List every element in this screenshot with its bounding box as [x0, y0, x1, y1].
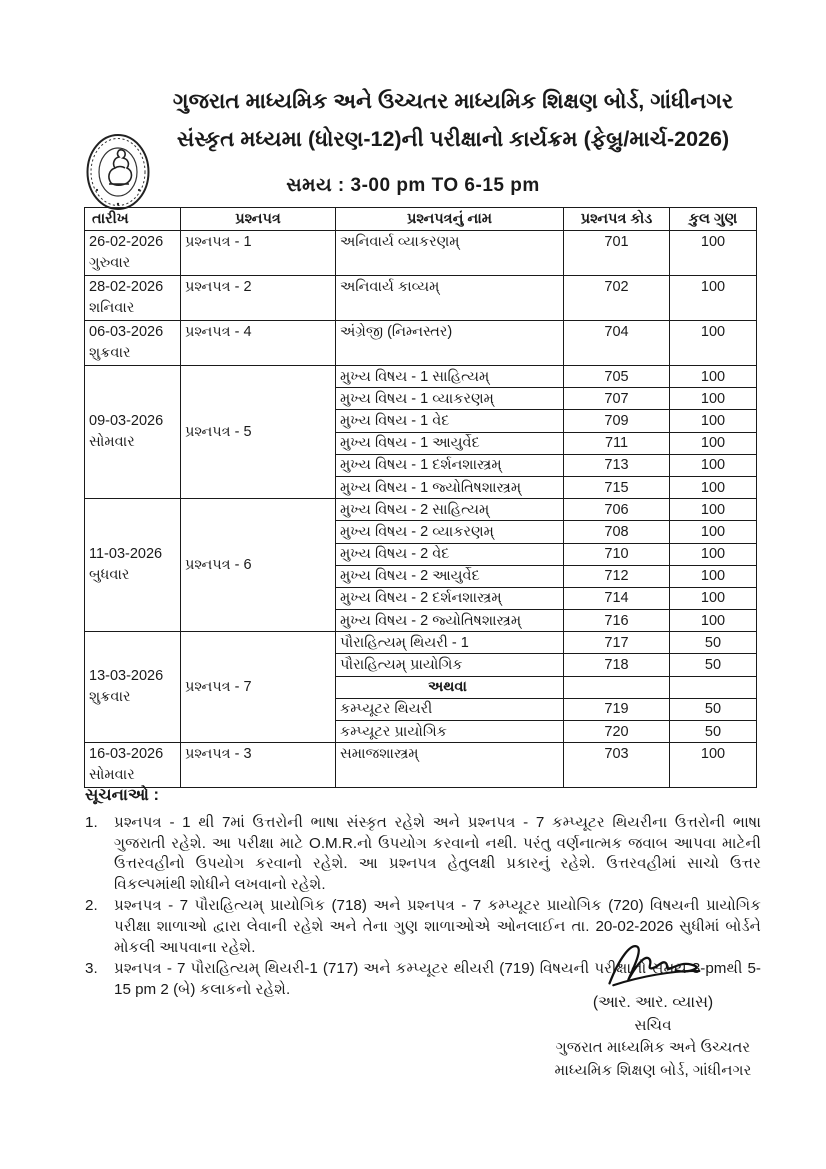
- paper-name-cell: મુખ્ય વિષય - 2 આયુર્વેદ: [336, 565, 564, 587]
- exam-date-cell: [85, 231, 181, 276]
- note-number: 1.: [85, 814, 98, 831]
- total-marks-cell: 100: [670, 454, 757, 476]
- exam-day: શુક્રવાર: [89, 345, 131, 361]
- total-marks-cell: 100: [670, 521, 757, 543]
- note-number: 3.: [85, 960, 98, 978]
- board-seal-icon: [85, 132, 151, 212]
- paper-name-cell: અંગ્રેજી (નિમ્નસ્તર): [336, 321, 564, 366]
- column-header-marks: કુલ ગુણ: [670, 208, 757, 231]
- paper-code-cell: 703: [564, 743, 670, 788]
- exam-day: શનિવાર: [89, 300, 135, 316]
- paper-name-cell: મુખ્ય વિષય - 2 જ્યોતિષશાસ્ત્રમ્: [336, 610, 564, 632]
- total-marks-cell: 100: [670, 499, 757, 521]
- paper-code-cell: 705: [564, 366, 670, 388]
- exam-date-cell: [85, 499, 181, 632]
- paper-name-cell: મુખ્ય વિષય - 1 જ્યોતિષશાસ્ત્રમ્: [336, 476, 564, 498]
- paper-name-cell: મુખ્ય વિષય - 2 વેદ: [336, 543, 564, 565]
- paper-code-cell: 704: [564, 321, 670, 366]
- paper-number-cell: પ્રશ્નપત્ર - 2: [181, 276, 336, 321]
- exam-date: 13-03-2026: [89, 668, 164, 685]
- total-marks-cell: 50: [670, 698, 757, 720]
- exam-date: 09-03-2026: [89, 413, 164, 430]
- total-marks-cell: 50: [670, 654, 757, 676]
- column-header-name: પ્રશ્નપત્રનું નામ: [336, 208, 564, 231]
- board-title: ગુજરાત માધ્યમિક અને ઉચ્ચતર માધ્યમિક શિક્ષણ બોર્ડ, ગાંધીનગર: [172, 89, 734, 113]
- exam-date-cell: [85, 276, 181, 321]
- paper-name-cell: મુખ્ય વિષય - 1 દર્શનશાસ્ત્રમ્: [336, 454, 564, 476]
- paper-code-cell: 707: [564, 388, 670, 410]
- total-marks-cell: 100: [670, 321, 757, 366]
- paper-name-cell: અનિવાર્ય કાવ્યમ્: [336, 276, 564, 321]
- exam-date-cell: [85, 321, 181, 366]
- paper-name-cell: મુખ્ય વિષય - 1 વેદ: [336, 410, 564, 432]
- total-marks-cell: 100: [670, 410, 757, 432]
- signature-block: [548, 938, 758, 1082]
- paper-code-cell: 708: [564, 521, 670, 543]
- total-marks-cell: [670, 676, 757, 698]
- signatory-designation: સચિવ: [634, 1016, 672, 1034]
- paper-code-cell: 709: [564, 410, 670, 432]
- table-row: [85, 499, 757, 521]
- exam-date: 06-03-2026: [89, 324, 164, 340]
- signature-scribble-icon: [594, 938, 712, 990]
- total-marks-cell: 100: [670, 565, 757, 587]
- paper-code-cell: 712: [564, 565, 670, 587]
- table-row: [85, 632, 757, 654]
- signatory-org-line2: માધ્યમિક શિક્ષણ બોર્ડ, ગાંધીનગર: [554, 1061, 752, 1079]
- notes-heading: સૂચનાઓ :: [85, 786, 159, 804]
- paper-code-cell: 719: [564, 698, 670, 720]
- paper-code-cell: 715: [564, 476, 670, 498]
- paper-name-cell: પૌરાહિત્યમ્ થિયરી - 1: [336, 632, 564, 654]
- table-row: [85, 276, 757, 321]
- paper-number-cell: પ્રશ્નપત્ર - 7: [181, 632, 336, 743]
- exam-date: 26-02-2026: [89, 234, 164, 250]
- paper-number-cell: પ્રશ્નપત્ર - 5: [181, 366, 336, 499]
- paper-name-cell: મુખ્ય વિષય - 1 વ્યાકરણમ્: [336, 388, 564, 410]
- document-header: [158, 82, 748, 158]
- exam-day: બુધવાર: [89, 567, 130, 584]
- paper-name-cell: મુખ્ય વિષય - 2 દર્શનશાસ્ત્રમ્: [336, 587, 564, 609]
- note-number: 2.: [85, 897, 98, 915]
- paper-code-cell: 713: [564, 454, 670, 476]
- total-marks-cell: 100: [670, 743, 757, 788]
- total-marks-cell: 100: [670, 231, 757, 276]
- paper-code-cell: 720: [564, 721, 670, 743]
- signatory-org-line1: ગુજરાત માધ્યમિક અને ઉચ્ચતર: [555, 1039, 751, 1056]
- exam-date: 11-03-2026: [89, 546, 163, 563]
- paper-code-cell: 718: [564, 654, 670, 676]
- paper-name-cell: સમાજશાસ્ત્રમ્: [336, 743, 564, 788]
- paper-code-cell: 711: [564, 432, 670, 454]
- exam-time: સમય : 3-00 pm TO 6-15 pm: [286, 175, 540, 196]
- schedule-table-body: [85, 231, 757, 788]
- total-marks-cell: 100: [670, 276, 757, 321]
- signatory-name: (આર. આર. વ્યાસ): [592, 994, 714, 1011]
- exam-date-cell: [85, 366, 181, 499]
- note-text: પ્રશ્નપત્ર - 7 પૌરાહિત્યમ્ થિયરી-1 (717) અને કમ્પ્યૂટર થીયરી (719) વિષયની પરીક્ષાનો સમય 3-pmથી 5-15 pm 2 (બે) કલાકનો રહેશે.: [114, 960, 761, 998]
- paper-name-cell: કમ્પ્યૂટર થિયરી: [336, 698, 564, 720]
- paper-code-cell: 706: [564, 499, 670, 521]
- paper-name-cell: કમ્પ્યૂટર પ્રાયોગિક: [336, 721, 564, 743]
- exam-date-cell: [85, 743, 181, 788]
- paper-code-cell: 717: [564, 632, 670, 654]
- table-row: [85, 231, 757, 276]
- total-marks-cell: 50: [670, 721, 757, 743]
- exam-day: સોમવાર: [89, 434, 135, 451]
- paper-name-cell: મુખ્ય વિષય - 2 વ્યાકરણમ્: [336, 521, 564, 543]
- exam-date-cell: [85, 632, 181, 743]
- or-separator-cell: અથવા: [336, 676, 564, 698]
- exam-date: 16-03-2026: [89, 746, 164, 763]
- paper-code-cell: 710: [564, 543, 670, 565]
- paper-number-cell: પ્રશ્નપત્ર - 6: [181, 499, 336, 632]
- column-header-paper: પ્રશ્નપત્ર: [181, 208, 336, 231]
- total-marks-cell: 50: [670, 632, 757, 654]
- table-row: [85, 321, 757, 366]
- paper-name-cell: મુખ્ય વિષય - 1 આયુર્વેદ: [336, 432, 564, 454]
- total-marks-cell: 100: [670, 432, 757, 454]
- paper-number-cell: પ્રશ્નપત્ર - 3: [181, 743, 336, 788]
- exam-schedule-table: [84, 207, 757, 788]
- exam-day: શુક્રવાર: [89, 689, 131, 706]
- total-marks-cell: 100: [670, 587, 757, 609]
- table-header-row: [85, 208, 757, 231]
- exam-program-title: સંસ્કૃત મધ્યમા (ધોરણ-12)ની પરીક્ષાનો કાર્યક્રમ (ફેબ્રુ/માર્ચ-2026): [176, 127, 730, 151]
- paper-name-cell: પૌરાહિત્યમ્ પ્રાયોગિક: [336, 654, 564, 676]
- paper-code-cell: [564, 676, 670, 698]
- total-marks-cell: 100: [670, 543, 757, 565]
- paper-name-cell: મુખ્ય વિષય - 1 સાહિત્યમ્: [336, 366, 564, 388]
- paper-name-cell: અનિવાર્ય વ્યાકરણમ્: [336, 231, 564, 276]
- paper-code-cell: 702: [564, 276, 670, 321]
- paper-name-cell: મુખ્ય વિષય - 2 સાહિત્યમ્: [336, 499, 564, 521]
- table-row: [85, 743, 757, 788]
- table-row: [85, 366, 757, 388]
- exam-day: ગુરુવાર: [89, 255, 131, 271]
- total-marks-cell: 100: [670, 610, 757, 632]
- column-header-date: તારીખ: [85, 208, 181, 231]
- exam-day: સોમવાર: [89, 767, 135, 784]
- note-item: [85, 813, 761, 895]
- note-text: પ્રશ્નપત્ર - 7 પૌરાહિત્યમ્ પ્રાયોગિક (718) અને પ્રશ્નપત્ર - 7 કમ્પ્યૂટર પ્રાયોગિક (720) વિષયની પ્રાયોગિક પરીક્ષા શાળાઓ દ્વારા લેવાની રહેશે અને તેના ગુણ શાળાઓએ ઓનલાઈન તા. 20-02-2026 સુધીમાં બોર્ડને મોકલી આપવાના રહેશે.: [114, 897, 761, 956]
- exam-date: 28-02-2026: [89, 279, 164, 295]
- paper-number-cell: પ્રશ્નપત્ર - 4: [181, 321, 336, 366]
- paper-number-cell: પ્રશ્નપત્ર - 1: [181, 231, 336, 276]
- total-marks-cell: 100: [670, 388, 757, 410]
- total-marks-cell: 100: [670, 366, 757, 388]
- paper-code-cell: 701: [564, 231, 670, 276]
- total-marks-cell: 100: [670, 476, 757, 498]
- paper-code-cell: 714: [564, 587, 670, 609]
- note-text: પ્રશ્નપત્ર - 1 થી 7માં ઉત્તરોની ભાષા સંસ્કૃત રહેશે અને પ્રશ્નપત્ર - 7 કમ્પ્યૂટર થિયરીના ઉત્તરોની ભાષા ગુજરાતી રહેશે. આ પરીક્ષા માટે O.M.R.નો ઉપયોગ કરવાનો નથી. પરંતુ વર્ણનાત્મક જવાબ આપવા માટેની ઉત્તરવહીનો ઉપયોગ કરવાનો રહેશે. આ પ્રશ્નપત્ર હેતુલક્ષી પ્રકારનું રહેશે. ઉત્તરવહીમાં સાચો ઉત્તર વિકલ્પમાંથી શોધીને લખવાનો રહેશે.: [114, 814, 761, 893]
- column-header-code: પ્રશ્નપત્ર કોડ: [564, 208, 670, 231]
- paper-code-cell: 716: [564, 610, 670, 632]
